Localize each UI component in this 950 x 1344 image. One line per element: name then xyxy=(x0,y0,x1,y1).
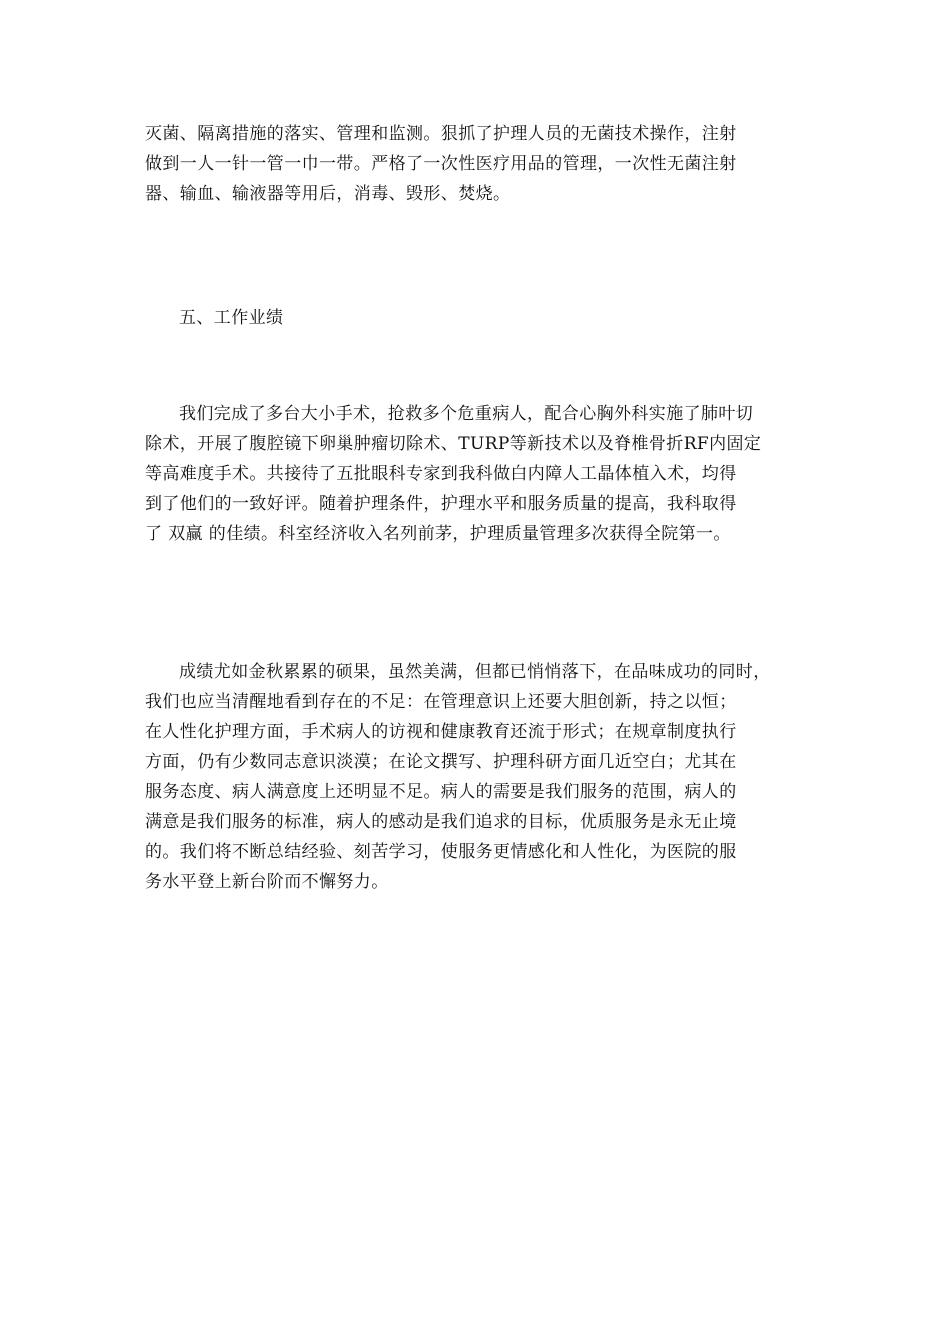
paragraph-shortcomings xyxy=(145,657,825,897)
text-line: 等高难度手术。共接待了五批眼科专家到我科做白内障人工晶体植入术，均得 xyxy=(145,464,737,484)
text-line: 我们完成了多台大小手术，抢救多个危重病人，配合心胸外科实施了肺叶切 xyxy=(179,404,754,424)
text-line: 服务态度、病人满意度上还明显不足。病人的需要是我们服务的范围，病人的 xyxy=(145,782,737,802)
section-heading: 五、工作业绩 xyxy=(179,308,284,328)
text-line: 成绩尤如金秋累累的硕果，虽然美满，但都已悄悄落下，在品味成功的同时， xyxy=(179,662,771,682)
text-line: 做到一人一针一管一巾一带。严格了一次性医疗用品的管理，一次性无菌注射 xyxy=(145,154,737,174)
text-line: 器、输血、输液器等用后，消毒、毁形、焚烧。 xyxy=(145,184,511,204)
text-line: 方面，仍有少数同志意识淡漠；在论文撰写、护理科研方面几近空白；尤其在 xyxy=(145,752,737,772)
text-line: 灭菌、隔离措施的落实、管理和监测。狠抓了护理人员的无菌技术操作，注射 xyxy=(145,124,737,144)
text-line: 到了他们的一致好评。随着护理条件，护理水平和服务质量的提高，我科取得 xyxy=(145,494,737,514)
text-line: 在人性化护理方面，手术病人的访视和健康教育还流于形式；在规章制度执行 xyxy=(145,722,737,742)
text-line: 务水平登上新台阶而不懈努力。 xyxy=(145,872,389,892)
paragraph-disinfection xyxy=(145,119,825,209)
text-line: 除术，开展了腹腔镜下卵巢肿瘤切除术、TURP等新技术以及脊椎骨折RF内固定 xyxy=(145,434,762,454)
text-line: 的。我们将不断总结经验、刻苦学习，使服务更情感化和人性化，为医院的服 xyxy=(145,842,737,862)
paragraph-achievements xyxy=(145,399,825,549)
text-line: 了 双赢 的佳绩。科室经济收入名列前茅，护理质量管理多次获得全院第一。 xyxy=(145,524,731,544)
text-line: 满意是我们服务的标准，病人的感动是我们追求的目标，优质服务是永无止境 xyxy=(145,812,737,832)
text-line: 我们也应当清醒地看到存在的不足：在管理意识上还要大胆创新，持之以恒； xyxy=(145,692,737,712)
